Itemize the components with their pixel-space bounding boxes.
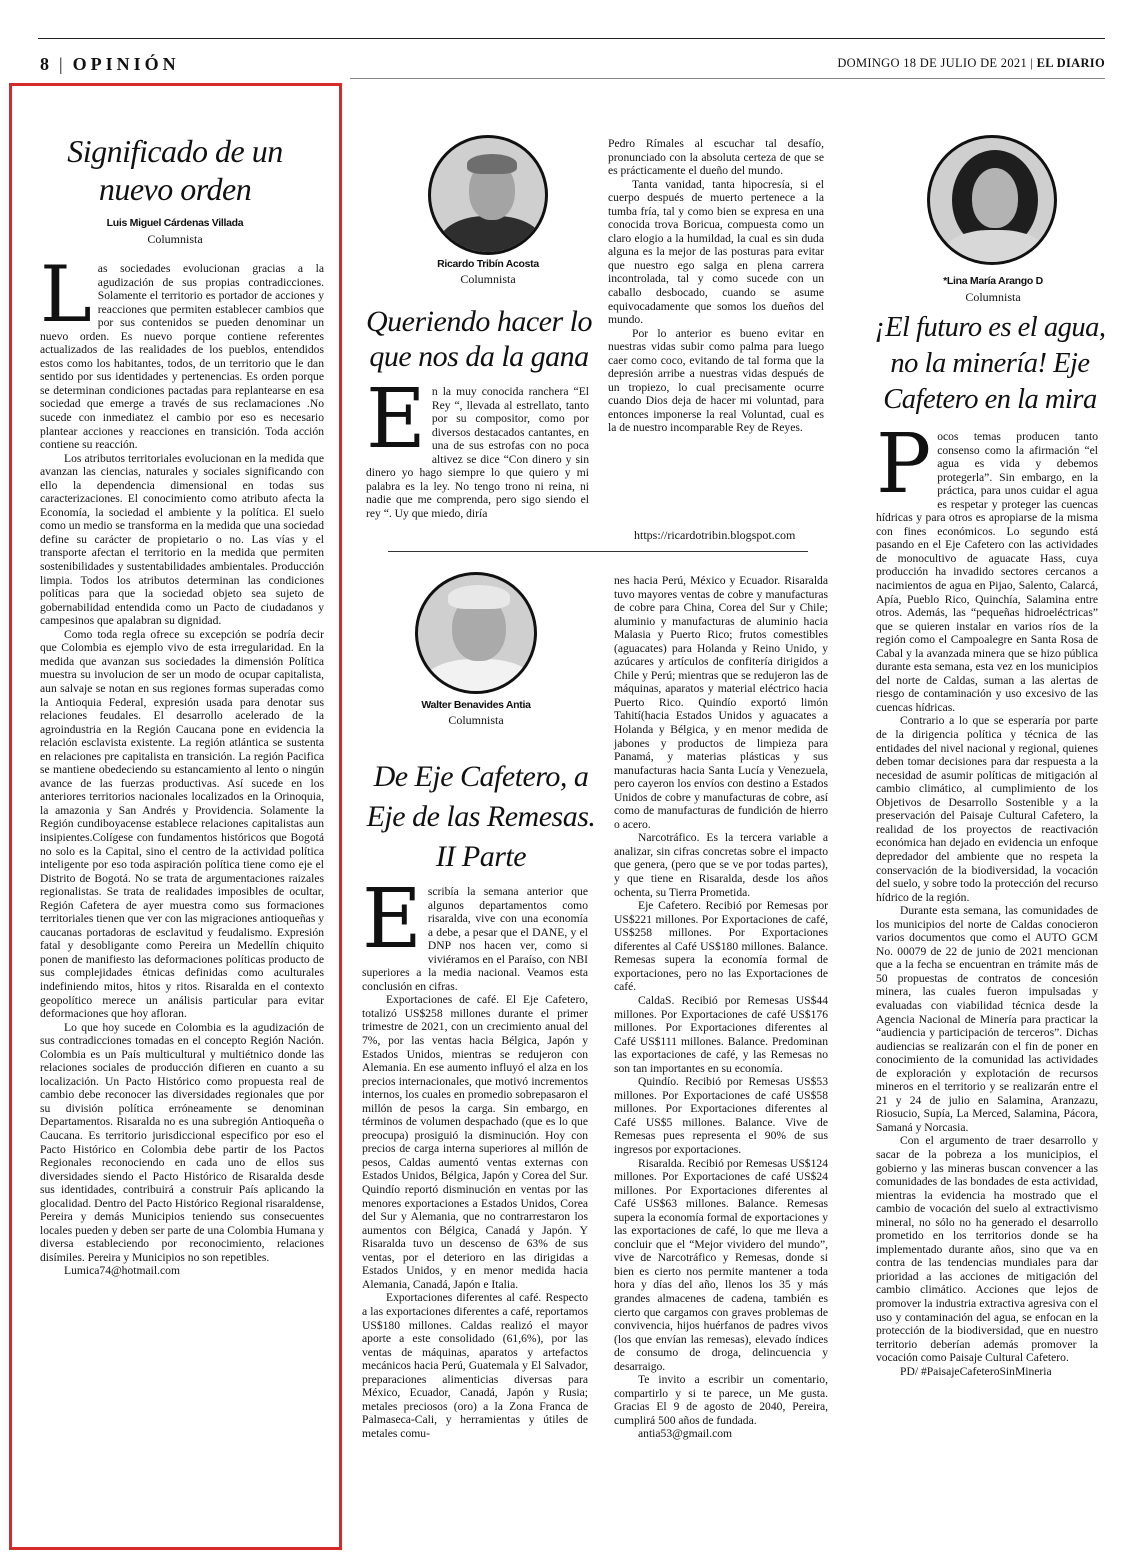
article3-paragraph: CaldaS. Recibió por Remesas US$44 millones. Por Exportaciones de café US$176 millones. Por Exportaciones diferentes al Café US$111 millones. Balance. Predominan las exportaciones de café, y las Remesas no son tan importantes en su economía. [614, 993, 828, 1075]
article4-paragraph [876, 417, 1098, 714]
article2-dropcap: E [366, 372, 426, 467]
article1-dropcap: L [40, 250, 92, 340]
author-photo-lina [927, 135, 1057, 265]
header-separator: | [59, 54, 67, 74]
article4-paragraph-text: ocos temas producen tanto consenso como la afirmación “el agua es vida y debemos protegerla”. Sin embargo, en la práctica, para unos cuidar el agua es respetar y proteger las cuencas hídricas y para otros es apropiarse de la misma con fines económicos. Lo segundo está pasando en el Eje Cafetero con las actividades de monocultivo de aguacate Hass, cuya producción ha invadido sectores cercanos a nacimientos de agua en Pijao, Salento, Calarcá, Apía, Pueblo Rico, Quinchía, Salamina entre otros. Además, las “pequeñas hidroeléctricas” que se quieren instalar en varios ríos de la región como el Campoalegre en Santa Rosa de Cabal y la avanzada minera que se hizo pública durante esta semana, esta vez en los municipios del norte de Caldas, suman a las alertas de riesgo de contaminación y uso excesivo de las cuencas hídricas. [876, 430, 1098, 714]
article4-author: *Lina María Arango D [943, 275, 1043, 287]
article4-title-line1: ¡El futuro es el agua, [874, 312, 1106, 343]
article1-title-line1: Significado de un [67, 133, 283, 169]
article3-email: antia53@gmail.com [638, 1427, 733, 1441]
article3-paragraph: Exportaciones de café. El Eje Cafetero, totalizó US$258 millones durante el primer trimestre de 2021, con un crecimiento anual del 7%, por las ventas hacia Bélgica, Japón y Estados Unidos, mientras se redujeron con Alemania. En ese aumento influyó el alza en los precios internacionales, que motivó incrementos internos, los cuales en promedio sobrepasaron el millón de pesos la carga. Sin embargo, en términos de volumen despachado (que es lo que preocupa) prosiguió la disminución. Hoy con precios de carga interna superiores al millón de pesos, Caldas aumentó ventas externas con Estados Unidos, Bélgica, Japón y Corea del Sur. Quindío reportó disminución en ventas por las menores exportaciones a Estados Unidos, Corea del Sur y Alemania, que no contrarrestaron los aumentos con Bélgica, Canadá y Japón. Y Risaralda tuvo un descenso de 63% de sus ventas, por el deterioro en las dirigidas a Estados Unidos, y en menor medida hacia Alemania, Canadá, Japón e Italia. [362, 993, 588, 1291]
article1-paragraph: Lo que hoy sucede en Colombia es la agudización de sus contradicciones tomadas en el concepto Región Nación. Colombia es un País multicultural y multiétnico donde las relaciones sociales de producción difieren en cuanto a su localización. Un Pacto Histórico como propuesta real de cambio debe reconocer las diversidades regionales que por su división política erróneamente se denominan Departamentos. Risaralda no es una subregión Antioqueña o Caucana. Es territorio jurisdiccional especifico por eso el Pacto Histórico en Colombia debe partir de los Pactos Regionales reconociendo en cada uno de ellos sus diversidades siendo el Pacto Histórico de Risaralda desde sus identidades, contribuirá a construir País aplicando la glocalidad. Dentro del Pacto Histórico Regional risaraldense, Pereira y demás Municipios teniendo sus consecuentes locales pueden y deben ser parte de una Colombia Humana y diversa estableciendo por reconocimiento, relaciones disímiles. Pereira y Municipios no son repetibles. [40, 1020, 324, 1264]
article2-paragraph-text: n la muy conocida ranchera “El Rey “, llevada al estrellato, tanto por su compositor, como por diversos destacados cantantes, en una de sus estrofas con no poca altivez se dice “Con dinero y sin dinero yo hago siempre lo que quiero y mi palabra es la ley. No tengo trono ni reina, ni nadie que me comprenda, pero sigo siendo el rey “. Uy que miedo, diría [366, 385, 589, 520]
article3-role: Columnista [448, 713, 504, 727]
article3-title [356, 757, 606, 877]
article3-paragraph [362, 872, 588, 993]
article1-paragraph-text: as sociedades evolucionan gracias a la agudización de sus propias contradicciones. Solamente el territorio es portador de acciones y reacciones que permiten establecer cambios que por sus contenidos se pueden denominar un nuevo orden. Es nuevo porque contiene referentes actualizados de las realidades de los pueblos, entendidos estos como los habitantes, todos, de un territorio que le dan sentido por sus identidades y pertenencias. Es orden porque se determinan condiciones pactadas para replantearse en esa sociedad que emerge a través de sus reclamaciones .No sucede con inmediatez el cambio por eso es necesario plantear acciones y reacciones en transición. Toda acción contiene su reacción. [40, 262, 324, 452]
article2-title-line1: Queriendo hacer lo [366, 305, 592, 338]
article3-paragraph: nes hacia Perú, México y Ecuador. Risaralda tuvo mayores ventas de cobre y manufacturas de cobre para China, Corea del Sur y Chile; aluminio y manufacturas de aluminio hacia Malasia y Puerto Rico; frutos comestibles (aguacates) para Holanda y Reino Unido, y azúcares y artículos de confitería dirigidos a Chile y Perú; mientras que se redujeron las de máquinas, aparatos y material eléctrico hacia Puerto Rico. Quindío exportó limón Tahití(hacia Estados Unidos y aguacates a Holanda y Bélgica, y en menor medida de jabones y productos de limpieza para Panamá, y materias plásticas y sus manufacturas hacia Santa Lucía y Venezuela, pero cayeron los envíos con destino a Estados Unidos de cobre y manufacturas de cobre, así como de manufacturas de fundición de hierro o acero. [614, 574, 828, 831]
article3-paragraph: Eje Cafetero. Recibió por Remesas por US$221 millones. Por Exportaciones de café, US$258 millones. Por Exportaciones diferentes al Café US$180 millones. Balance. Remesas supera la economía formal de exportaciones, pero no las Exportaciones de café. [614, 899, 828, 994]
article4-title-line3: Cafetero en la mira [883, 384, 1097, 415]
article3-title-line2: Eje de las Remesas. [366, 800, 596, 833]
article2-paragraph: Por lo anterior es bueno evitar en nuestras vidas subir como palma para luego caer como coco, evitando de tal forma que la depresión arribe a nuestras vidas después de un tropiezo, lo cual precisamente ocurre cuando Dios deja de hacer mi voluntad, para entonces imponerse la real Voluntad, cual es la de nuestro incomparable Rey de Reyes. [608, 326, 824, 435]
section-label [40, 54, 180, 75]
paper-name: EL DIARIO [1036, 56, 1105, 70]
author-photo-ricardo [428, 135, 548, 255]
article4-title [868, 310, 1112, 418]
article3-column2 [614, 574, 828, 1441]
article1-email: Lumica74@hotmail.com [64, 1264, 180, 1278]
article2-url[interactable]: https://ricardotribin.blogspot.com [634, 528, 796, 542]
article2-paragraph: Pedro Rímales al escuchar tal desafío, pronunciado con la absoluta certeza de que se es prácticamente el dueño del mundo. [608, 137, 824, 178]
article4-paragraph: Contrario a lo que se esperaría por parte de la dirigencia política y técnica de las entidades del nivel nacional y regional, quienes deben tomar decisiones para dar respuesta a la necesidad de asumir políticas de mitigación al cambio climático, al cumplimiento de los Objetivos de Desarrollo Sostenible y a la preservación del Paisaje Cultural Cafetero, la realidad de los proyectos de reactivación económica han dejado en evidencia un enfoque depredador del ambiente que no respeta la conservación de la biodiversidad, la vocación del suelo, y sobre todo la protección del recurso hídrico de la región. [876, 714, 1098, 904]
article3-paragraph: Narcotráfico. Es la tercera variable a analizar, sin cifras concretas sobre el impacto que genera, (pero que se ve por todas partes), y que tiene en Risaralda, desde los años ochenta, su Tierra Prometida. [614, 831, 828, 899]
article3-paragraph: Exportaciones diferentes al café. Respecto a las exportaciones diferentes a café, reportamos US$180 millones. Caldas realizó el mayor aporte a este consolidado (61,6%), por las ventas de máquinas, aparatos y artefactos mecánicos hacia Perú, Guatemala y El Salvador, preparaciones alimenticias diversas para México, Ecuador, Canadá, Japón y Rusia; metales preciosos (oro) a la Zona Franca de Palmaseca-Cali, y herramientas y útiles de metales comu- [362, 1291, 588, 1440]
article1-paragraph: Los atributos territoriales evolucionan en la medida que avanzan las ciencias, naturales y sociales significando con ello la dependencia dimensional en todas sus caracterizaciones. El conocimiento como atributo afecta la Economía, la sociedad el ambiente y la política. El suelo como un medio se transforma en la medida que una sociedad define su carácter de propietario o no. Las vías y el transporte afectan el territorio en la medida que permiten sostenibilidades y sustentabilidades ambientales. Producción limpia. Todos los atributos determinan las condiciones políticas para que la sociedad objeto sea sujeto de gobernabilidad entendida como un Pacto de ciudadanos y campesinos que apalabran su dignidad. [40, 451, 324, 628]
article3-author: Walter Benavides Antia [421, 699, 531, 711]
article1-role: Columnista [147, 232, 203, 246]
article4-postscript: PD/ #PaisajeCafeteroSinMineria [900, 1364, 1052, 1378]
article4-paragraph: Durante esta semana, las comunidades de los municipios del norte de Caldas conocieron varios documentos que como el AUTO GCM No. 00079 de 22 de junio de 2021 mencionan que a la fecha se encuentran en trámite más de 50 propuestas de contratos de concesión minera, las cuales fueron impulsadas y evaluadas con viabilidad técnica desde la Agencia Nacional de Minería para practicar la “audiencia y participación de terceros”. Dichas audiencias se realizarán con el fin de poner en conocimiento de la comunidad las actividades de exploración y explotación de recursos mineros en el territorio y se realizarán entre el 21 y 24 de julio en Salamina, Aranzazu, Riosucio, Supía, La Merced, Salamina, Pácora, Samaná y Norcasia. [876, 904, 1098, 1134]
article2-column1 [366, 372, 589, 520]
page-number: 8 [40, 54, 53, 74]
article3-paragraph: Te invito a escribir un comentario, compartirlo y si te parece, un Me gusta. Gracias El 9 de agosto de 2040, Pereira, cumplirá 500 años de fundada. [614, 1373, 828, 1427]
top-rule [38, 38, 1105, 39]
header-rule [350, 78, 1105, 79]
article3-paragraph-text: scribía la semana anterior que algunos departamentos como risaralda, vive con una economía a debe, a pesar que el DANE, y el DNP nos hacen ver, como si viviéramos en el Paraíso, con NBI superiores a la media nacional. Veamos esta conclusión en cifras. [362, 885, 588, 993]
section-divider [388, 551, 808, 552]
section-name: OPINIÓN [72, 54, 180, 74]
article3-title-line3: II Parte [435, 840, 527, 873]
issue-date: DOMINGO 18 DE JULIO DE 2021 [837, 56, 1027, 70]
dateline: DOMINGO 18 DE JULIO DE 2021 | EL DIARIO [837, 56, 1105, 70]
article1-paragraph: Como toda regla ofrece su excepción se podría decir que Colombia es ejemplo vivo de esta irregularidad. En la medida que avanzan sus sociedades la dimensión Política muestra su involucion de ser un modo de ocupar capitalista, aun salvaje se notan en sus regiones formas superadas como la Antioquia Federal, expresión usada para denotar sus relaciones feudales. El desarrollo acelerado de la agroindustria en la Región Caucana pone en evidencia la relación esclavista existente. La región atlántica se sustenta en relaciones pre capitalista en transición. La región Pacifica se mantiene obedeciendo su estancamiento al lento o ningún avance de las fuerzas productivas. Así sucede en los anteriores territorios nacionales localizados en la Orinoquia, la amazonia y San Andrés y Providencia. Solamente la Región cundiboyacense establece relaciones capitalistas aun insipientes.Colígese con fundamentos históricos que Bogotá no solo es la Capital, sino el centro de la actividad política inteligente por eso toda aspiración política tiene como eje el Distrito de Bogotá. No se trata de argumentaciones raizales regionalistas. Se trata de realidades imposibles de ocultar, Región Cafetera de ayer muestra como sus formaciones territoriales tienen que ver con las migraciones antioqueñas y caucanas portadoras de esclavitud y feudalismo. Expresión fatal y desobligante como Pereira un Medellín chiquito ponen de manifiesto las deformaciones políticas producto de sus complejidades étnicas definidas como aculturales indefiniendo mitos, hitos y ritos. Risaralda en el contexto geopolítico merece un análisis particular para evitar deformaciones que hoy afloran. [40, 627, 324, 1021]
article1-author: Luis Miguel Cárdenas Villada [106, 217, 244, 229]
article1-body [40, 250, 324, 1278]
article2-column2 [608, 137, 824, 435]
article2-paragraph [366, 372, 589, 520]
article4-title-line2: no la minería! Eje [890, 348, 1090, 379]
article1-paragraph [40, 250, 324, 452]
article1-title-line2: nuevo orden [98, 171, 252, 207]
article2-title [366, 304, 592, 374]
page-header [40, 54, 1105, 76]
article3-column1 [362, 872, 588, 1440]
article4-paragraph: Con el argumento de traer desarrollo y sacar de la pobreza a los municipios, el gobierno y las mineras buscan convencer a las comunidades de las bondades de esta actividad, mientras la evidencia ha mostrado que el cambio de vocación del suelo al extractivismo mineral, no sólo no ha generado el desarrollo prometido en los territorios donde se ha implementado durante años, sino que va en contra de las tendencias mundiales para dar prioridad a las acciones de mitigación del cambio climático. Acciones que lejos de promover la industria extractiva agresiva con el uso y contaminación del agua, se enfocan en la protección de la biodiversidad, que en nuestro territorio deberían además promover la vocación como Paisaje Cultural Cafetero. [876, 1134, 1098, 1365]
article4-role: Columnista [965, 290, 1021, 304]
article2-author: Ricardo Tribín Acosta [437, 258, 539, 270]
article3-title-line1: De Eje Cafetero, a [373, 760, 589, 793]
author-photo-walter [415, 572, 537, 694]
article3-paragraph: Quindío. Recibió por Remesas US$53 millones. Por Exportaciones de café US$58 millones. Por Exportaciones diferentes al Café US$5 millones. Balance. Vive de Remesas pues representa el 90% de sus ingresos por exportaciones. [614, 1075, 828, 1156]
article3-paragraph: Risaralda. Recibió por Remesas US$124 millones. Por Exportaciones de café US$24 millones. Por Exportaciones diferentes al Café US$63 millones. Balance. Remesas supera la economía formal de exportaciones y las exportaciones de café, lo que me lleva a concluir que el “Mejor vividero del mundo”, vive de Narcotráfico y Remesas, donde si bien es cierto nos permite mantener a toda hora y días del año, llenos los 35 y más grandes almacenes de cadena, también es cierto que cargamos con graves problemas de convivencia, hijos huérfanos de padres vivos (los que envían las remesas), elevado índices de consumo de droga, delincuencia y desarraigo. [614, 1156, 828, 1373]
article4-dropcap: P [876, 417, 932, 512]
article2-role: Columnista [460, 272, 516, 286]
article2-paragraph: Tanta vanidad, tanta hipocresía, si el cuerpo después de muerto pertenece a la tumba fría, tal y como bien se expresa en una conocida trova Boricua, compuesta como un claro elogio a la humildad, la cual es sin duda alguna es la mejor de las posturas para evitar que nuestro ego salga en plena carrera incontrolada, tal y como sucede con un caballo desbocado, cuando se asume equivocadamente que somos los dueños del mundo. [608, 177, 824, 327]
article1-title [30, 132, 320, 208]
article2-title-line2: que nos da la gana [369, 340, 589, 373]
article4-body [876, 417, 1098, 1378]
article3-dropcap: E [362, 872, 422, 967]
